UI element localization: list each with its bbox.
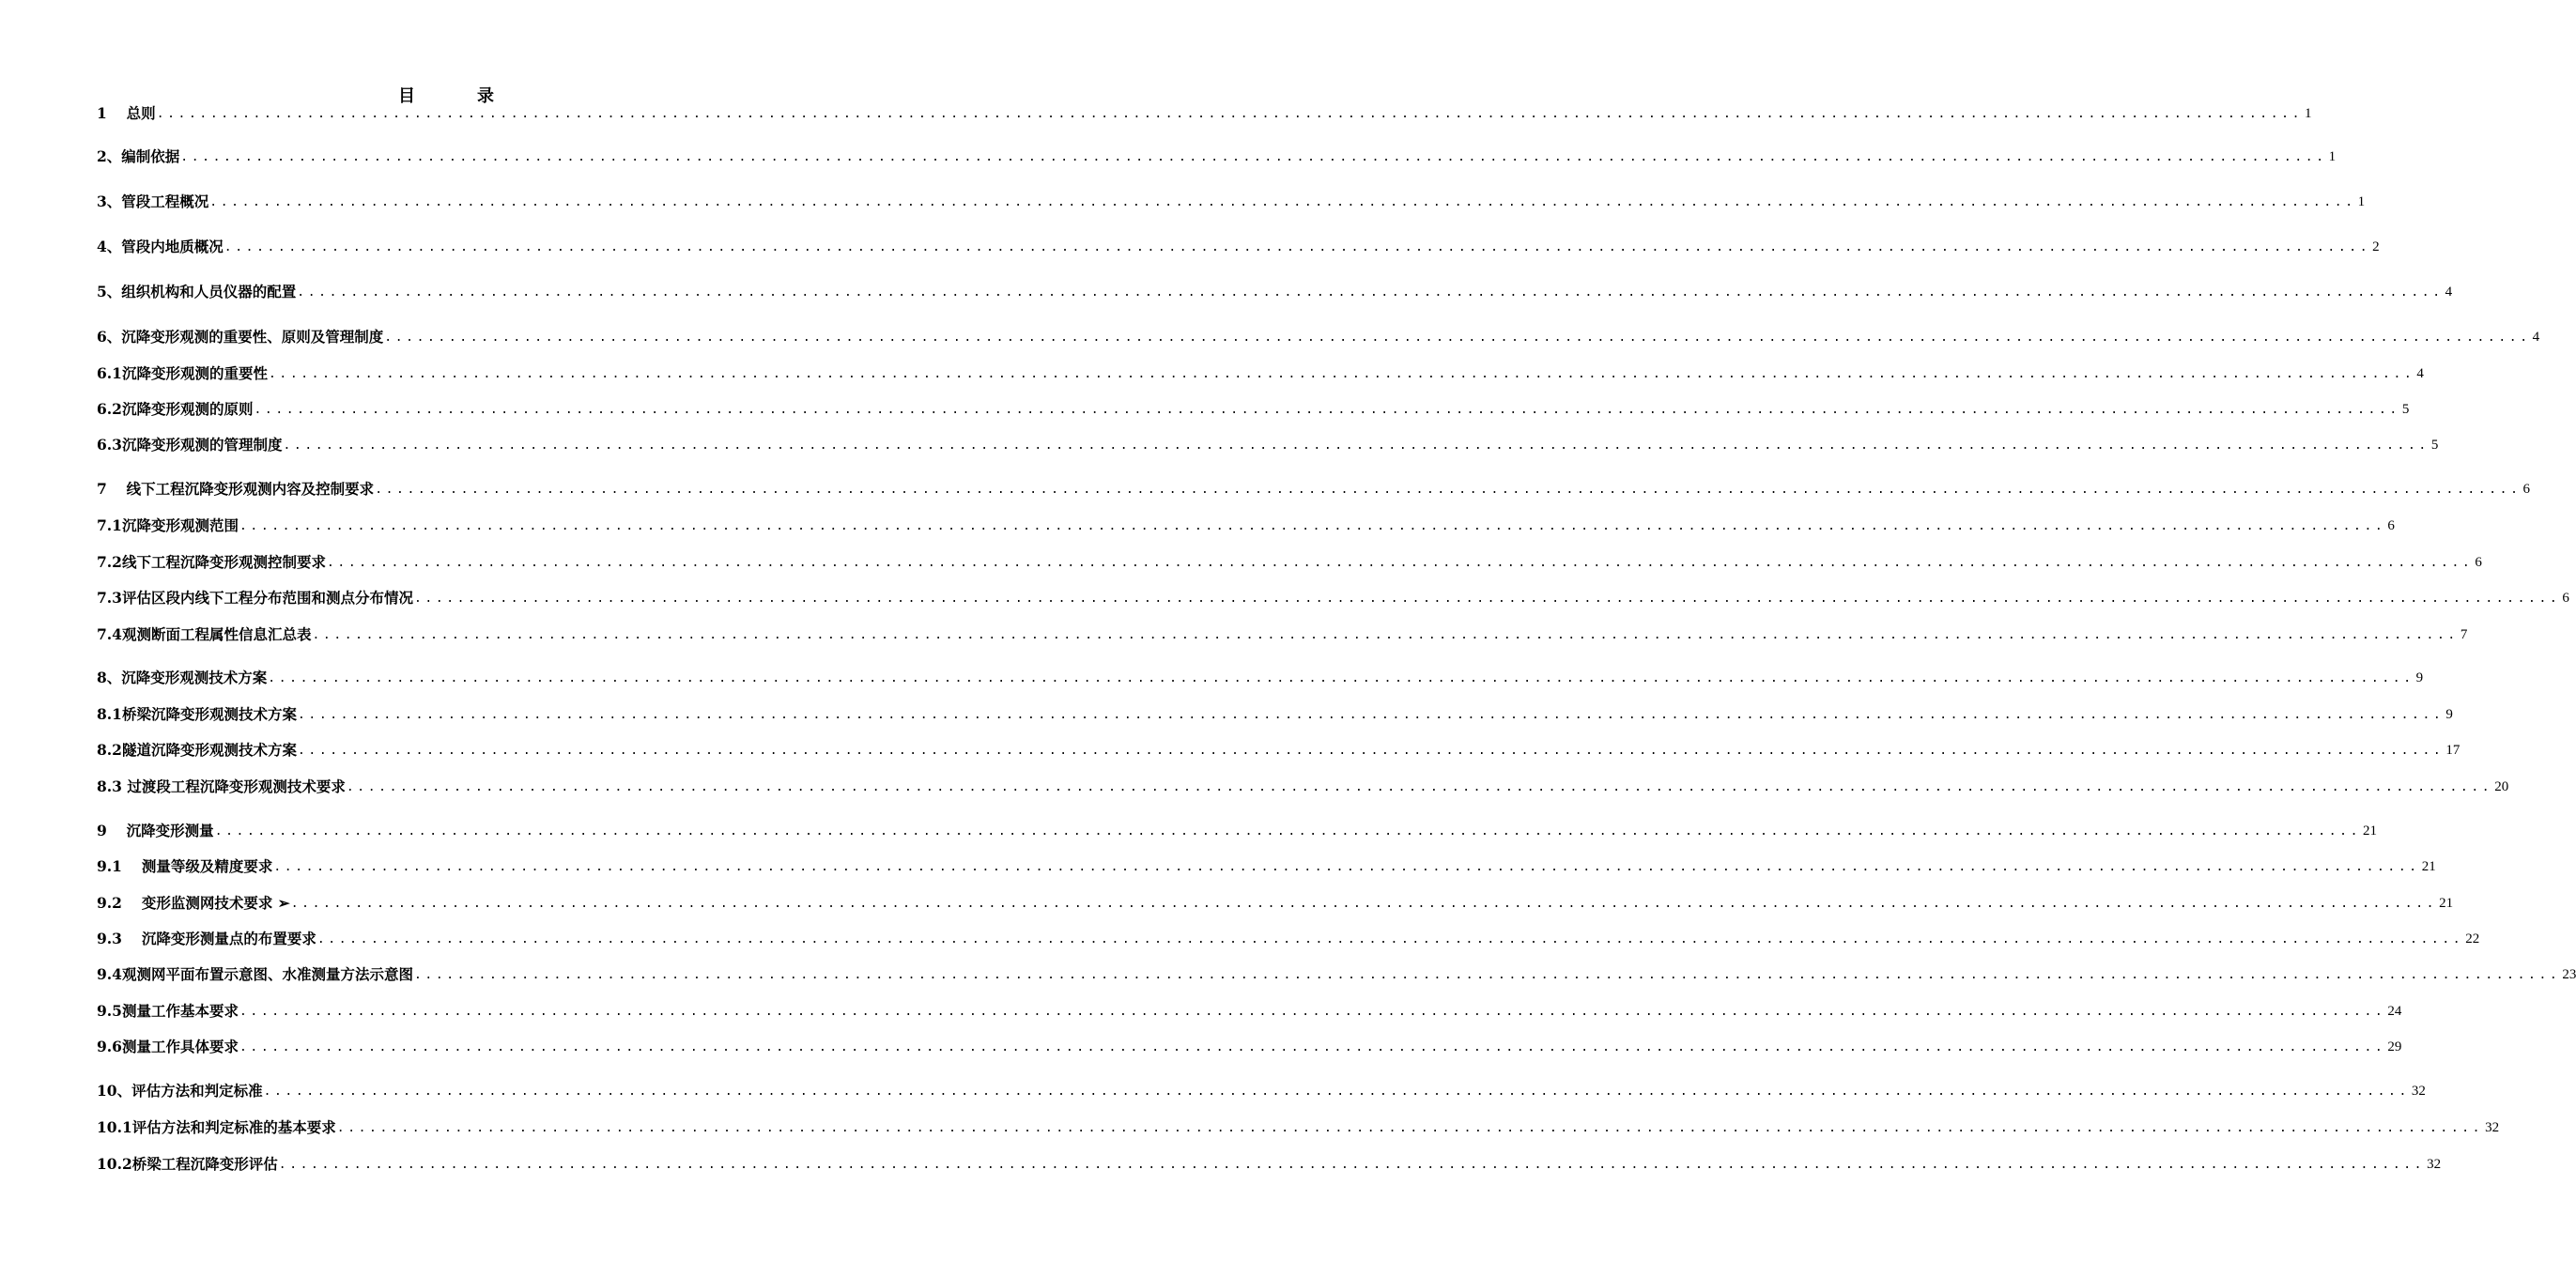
toc-entry-label: 10.1评估方法和判定标准的基本要求 [97,1118,336,1136]
toc-entry-label: 9.6测量工作具体要求 [97,1038,239,1055]
toc-leader-dots: ........................................................................................................................................................................................................ [156,107,2304,121]
toc-entry[interactable] [97,1117,2500,1138]
toc-leader-dots: ........................................................................................................................................................................................................ [316,932,2464,946]
toc-entry[interactable] [97,929,2480,949]
toc-entry-label: 7.4观测断面工程属性信息汇总表 [97,625,312,643]
toc-leader-dots: ........................................................................................................................................................................................................ [239,519,2386,533]
toc-entry-label: 1 总则 [97,104,156,122]
toc-leader-dots: ........................................................................................................................................................................................................ [268,671,2414,685]
toc-leader-dots: ........................................................................................................................................................................................................ [312,628,2459,642]
toc-entry-page-number: 4 [2445,285,2453,300]
toc-leader-dots: ........................................................................................................................................................................................................ [209,195,2356,209]
toc-leader-dots: ........................................................................................................................................................................................................ [297,708,2445,722]
toc-entry-page-number: 32 [2411,1084,2426,1099]
toc-entry-label: 7 线下工程沉降变形观测内容及控制要求 [97,480,375,498]
toc-entry[interactable] [97,588,2569,608]
toc-entry-page-number: 9 [2445,707,2453,722]
toc-entry-page-number: 21 [2439,896,2454,911]
toc-entry-page-number: 32 [2485,1120,2500,1135]
toc-entry-label: 8、沉降变形观测技术方案 [97,669,268,686]
toc-entry-page-number: 21 [2363,823,2378,839]
toc-entry-label: 9 沉降变形测量 [97,822,214,839]
toc-leader-dots: ........................................................................................................................................................................................................ [268,367,2415,381]
toc-entry-page-number: 6 [2475,555,2482,570]
toc-entry-page-number: 7 [2460,627,2468,642]
toc-entry-page-number: 5 [2401,402,2410,417]
toc-entry-label: 2、编制依据 [97,147,180,165]
toc-leader-dots: ........................................................................................................................................................................................................ [239,1005,2386,1019]
toc-entry[interactable] [97,856,2436,877]
toc-entry[interactable] [97,704,2453,725]
toc-entry[interactable] [97,1001,2402,1022]
toc-leader-dots: ........................................................................................................................................................................................................ [283,439,2429,453]
toc-entry[interactable] [97,327,2540,347]
toc-entry-page-number: 5 [2430,438,2439,453]
toc-entry-page-number: 6 [2522,482,2531,497]
toc-leader-dots: ........................................................................................................................................................................................................ [326,556,2474,570]
toc-entry-label: 8.1桥梁沉降变形观测技术方案 [97,705,297,723]
toc-entry-label: 6、沉降变形观测的重要性、原则及管理制度 [97,328,384,346]
toc-entry-label: 9.1 测量等级及精度要求 [97,857,273,875]
toc-entry[interactable] [97,668,2424,688]
toc-entry-page-number: 1 [2305,106,2312,121]
toc-leader-dots: ........................................................................................................................................................................................................ [278,1158,2426,1172]
page-title: 目 录 [398,86,517,106]
toc-entry[interactable] [97,964,2576,985]
toc-entry-label: 10、评估方法和判定标准 [97,1082,263,1100]
toc-entry-label: 6.3沉降变形观测的管理制度 [97,436,283,454]
toc-leader-dots: ........................................................................................................................................................................................................ [263,1085,2410,1099]
toc-entry-label: 8.2隧道沉降变形观测技术方案 [97,741,297,759]
toc-entry-page-number: 6 [2562,591,2569,606]
toc-entry-page-number: 6 [2387,518,2395,533]
toc-leader-dots: ........................................................................................................................................................................................................ [384,331,2531,345]
toc-leader-dots: ........................................................................................................................................................................................................ [297,744,2445,758]
toc-entry-label: 7.3评估区段内线下工程分布范围和测点分布情况 [97,589,413,607]
toc-entry-label: 8.3 过渡段工程沉降变形观测技术要求 [97,777,346,795]
toc-leader-dots: ........................................................................................................................................................................................................ [413,968,2561,982]
toc-entry[interactable] [97,103,2312,124]
toc-entry-page-number: 22 [2465,931,2480,946]
toc-entry-label: 6.2沉降变形观测的原则 [97,400,254,418]
toc-leader-dots: ........................................................................................................................................................................................................ [224,240,2371,254]
toc-entry-page-number: 1 [2328,149,2337,164]
toc-entry[interactable] [97,740,2460,761]
toc-leader-dots: ........................................................................................................................................................................................................ [180,150,2327,164]
toc-leader-dots: ........................................................................................................................................................................................................ [336,1121,2484,1135]
toc-entry[interactable] [97,192,2366,212]
toc-entry-label: 10.2桥梁工程沉降变形评估 [97,1155,278,1173]
toc-leader-dots: ........................................................................................................................................................................................................ [214,824,2362,839]
toc-leader-dots: ........................................................................................................................................................................................................ [273,860,2420,874]
toc-entry-label: 7.1沉降变形观测范围 [97,516,239,534]
toc-entry[interactable] [97,1037,2402,1057]
toc-entry-page-number: 4 [2532,330,2540,345]
toc-entry-page-number: 24 [2387,1004,2402,1019]
toc-entry-page-number: 2 [2372,239,2380,254]
toc-entry-page-number: 4 [2416,366,2424,381]
toc-entry-label: 9.5测量工作基本要求 [97,1002,239,1020]
toc-entry-page-number: 23 [2562,967,2576,982]
toc-entry[interactable] [97,146,2337,167]
toc-entry[interactable] [97,624,2468,645]
toc-entry-label: 9.3 沉降变形测量点的布置要求 [97,930,316,947]
toc-leader-dots: ........................................................................................................................................................................................................ [297,285,2444,300]
toc-entry[interactable] [97,777,2509,797]
toc-entry-label: 6.1沉降变形观测的重要性 [97,364,268,382]
toc-entry[interactable] [97,237,2380,257]
toc-entry[interactable] [97,516,2395,536]
toc-entry[interactable] [97,1154,2442,1175]
toc-entry-page-number: 29 [2387,1039,2402,1054]
toc-leader-dots: ........................................................................................................................................................................................................ [346,780,2493,794]
toc-entry-page-number: 17 [2445,743,2460,758]
toc-entry[interactable] [97,435,2439,455]
toc-entry[interactable] [97,399,2410,420]
toc-entry-page-number: 1 [2357,194,2366,209]
toc-entry[interactable] [97,282,2453,302]
toc-leader-dots: ........................................................................................................................................................................................................ [290,897,2438,911]
toc-entry-label: 9.2 变形监测网技术要求 ➢ [97,894,290,912]
toc-entry-label: 4、管段内地质概况 [97,238,224,255]
toc-entry[interactable] [97,479,2531,500]
toc-entry[interactable] [97,552,2482,573]
toc-entry[interactable] [97,893,2454,914]
toc-entry[interactable] [97,363,2424,384]
toc-leader-dots: ........................................................................................................................................................................................................ [254,403,2400,417]
toc-leader-dots: ........................................................................................................................................................................................................ [375,483,2522,497]
toc-entry-label: 9.4观测网平面布置示意图、水准测量方法示意图 [97,965,413,983]
toc-entry-label: 5、组织机构和人员仪器的配置 [97,283,297,300]
toc-entry-label: 3、管段工程概况 [97,192,209,210]
toc-entry-page-number: 21 [2421,859,2436,874]
toc-entry-label: 7.2线下工程沉降变形观测控制要求 [97,553,326,571]
toc-entry[interactable] [97,821,2378,841]
toc-leader-dots: ........................................................................................................................................................................................................ [413,592,2561,606]
toc-entry-page-number: 20 [2494,779,2509,794]
toc-leader-dots: ........................................................................................................................................................................................................ [239,1040,2386,1054]
toc-entry-page-number: 32 [2427,1157,2442,1172]
toc-entry[interactable] [97,1081,2426,1101]
toc-entry-page-number: 9 [2415,670,2424,685]
